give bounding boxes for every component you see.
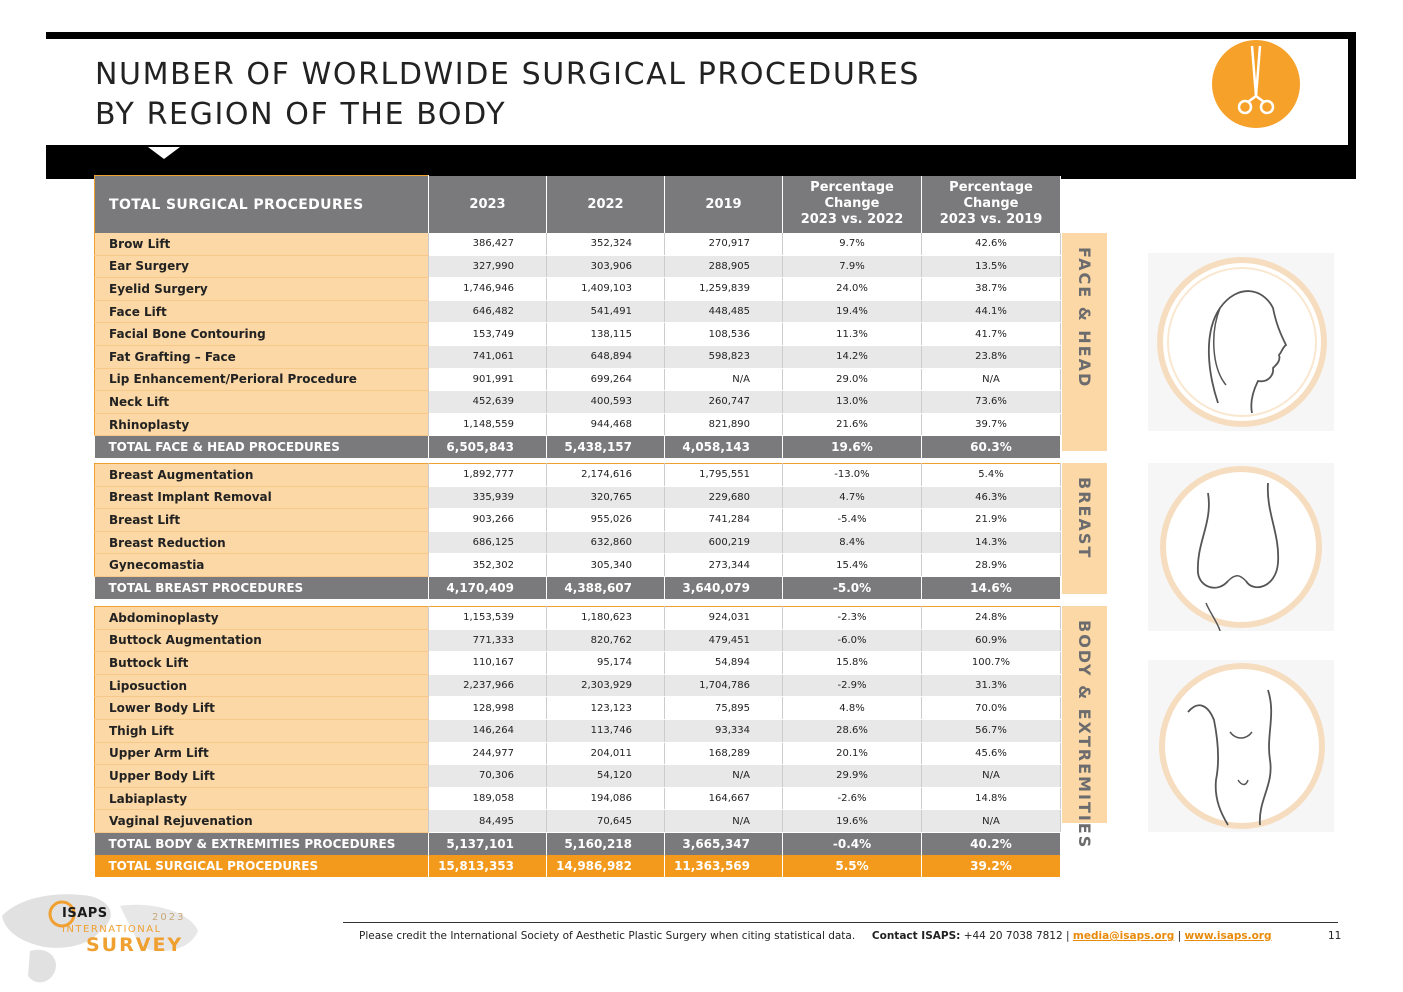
total-2019: 3,665,347 [665, 832, 783, 855]
total-2022: 5,438,157 [547, 436, 665, 459]
breast-icon [1148, 463, 1334, 631]
cell-pct1: 29.0% [783, 368, 922, 391]
grand-total-row [95, 855, 1061, 877]
cell-name: Thigh Lift [95, 719, 429, 742]
logo-isaps-text: ISAPS [62, 906, 108, 921]
table-row [95, 742, 1061, 765]
cell-2022: 632,860 [547, 531, 665, 554]
cell-pct2: 31.3% [922, 674, 1061, 697]
cell-2019: 108,536 [665, 323, 783, 346]
cell-2019: 448,485 [665, 300, 783, 323]
cell-name: Gynecomastia [95, 554, 429, 577]
cell-2022: 2,303,929 [547, 674, 665, 697]
cell-pct1: 8.4% [783, 531, 922, 554]
cell-2019: 288,905 [665, 255, 783, 278]
side-label-face-head-text: FACE & HEAD [1075, 247, 1094, 389]
cell-2022: 54,120 [547, 765, 665, 788]
table-row [95, 278, 1061, 301]
cell-pct1: 15.8% [783, 652, 922, 675]
total-name: TOTAL BREAST PROCEDURES [95, 576, 429, 599]
page-title-line1: NUMBER OF WORLDWIDE SURGICAL PROCEDURES [95, 57, 921, 92]
cell-pct2: 28.9% [922, 554, 1061, 577]
cell-name: Upper Arm Lift [95, 742, 429, 765]
cell-2023: 84,495 [429, 810, 547, 833]
table-row [95, 810, 1061, 833]
cell-pct1: 9.7% [783, 233, 922, 255]
cell-pct2: 42.6% [922, 233, 1061, 255]
cell-pct2: 45.6% [922, 742, 1061, 765]
cell-name: Eyelid Surgery [95, 278, 429, 301]
table-row [95, 345, 1061, 368]
cell-pct2: 5.4% [922, 464, 1061, 487]
cell-name: Face Lift [95, 300, 429, 323]
section-total-row [95, 436, 1061, 459]
cell-2019: 1,704,786 [665, 674, 783, 697]
cell-name: Brow Lift [95, 233, 429, 255]
table-row [95, 719, 1061, 742]
cell-2019: 741,284 [665, 509, 783, 532]
cell-2023: 1,153,539 [429, 607, 547, 630]
header-procedure: TOTAL SURGICAL PROCEDURES [95, 176, 429, 234]
table-row [95, 509, 1061, 532]
header-pct-2023-vs-2022 [783, 176, 922, 234]
cell-pct1: -2.6% [783, 787, 922, 810]
cell-pct2: 14.8% [922, 787, 1061, 810]
cell-pct1: 28.6% [783, 719, 922, 742]
cell-name: Fat Grafting – Face [95, 345, 429, 368]
breast-table [94, 463, 1061, 599]
banner-notch [148, 147, 180, 159]
cell-pct2: 24.8% [922, 607, 1061, 630]
cell-2023: 128,998 [429, 697, 547, 720]
cell-pct1: -6.0% [783, 629, 922, 652]
cell-pct2: 73.6% [922, 391, 1061, 414]
cell-pct1: 20.1% [783, 742, 922, 765]
grand-total-2023: 15,813,353 [429, 855, 547, 877]
table-row [95, 323, 1061, 346]
table-row [95, 652, 1061, 675]
cell-2019: 479,451 [665, 629, 783, 652]
cell-2019: 600,219 [665, 531, 783, 554]
table-row [95, 255, 1061, 278]
header-2019: 2019 [665, 176, 783, 234]
cell-2022: 113,746 [547, 719, 665, 742]
cell-name: Facial Bone Contouring [95, 323, 429, 346]
cell-2022: 820,762 [547, 629, 665, 652]
cell-pct1: 29.9% [783, 765, 922, 788]
total-2023: 5,137,101 [429, 832, 547, 855]
cell-pct1: 11.3% [783, 323, 922, 346]
cell-2023: 903,266 [429, 509, 547, 532]
page-number: 11 [1328, 930, 1342, 942]
cell-2022: 352,324 [547, 233, 665, 255]
cell-2022: 955,026 [547, 509, 665, 532]
cell-pct1: 21.6% [783, 413, 922, 436]
table-row [95, 629, 1061, 652]
table-row [95, 697, 1061, 720]
cell-name: Abdominoplasty [95, 607, 429, 630]
cell-pct2: 44.1% [922, 300, 1061, 323]
cell-name: Upper Body Lift [95, 765, 429, 788]
footer-contact-label: Contact ISAPS: [871, 930, 961, 942]
cell-2019: 260,747 [665, 391, 783, 414]
cell-2023: 335,939 [429, 486, 547, 509]
header-pct2-l1: Percentage [949, 180, 1033, 196]
cell-2023: 352,302 [429, 554, 547, 577]
cell-pct2: N/A [922, 810, 1061, 833]
cell-name: Breast Reduction [95, 531, 429, 554]
cell-2023: 452,639 [429, 391, 547, 414]
cell-pct2: 100.7% [922, 652, 1061, 675]
cell-2023: 1,746,946 [429, 278, 547, 301]
table-row [95, 368, 1061, 391]
cell-2022: 400,593 [547, 391, 665, 414]
table-header-row [95, 176, 1061, 234]
header-pct1-l3: 2023 vs. 2022 [800, 212, 904, 228]
cell-2022: 194,086 [547, 787, 665, 810]
total-name: TOTAL FACE & HEAD PROCEDURES [95, 436, 429, 459]
cell-pct2: 46.3% [922, 486, 1061, 509]
cell-pct1: -5.4% [783, 509, 922, 532]
cell-name: Buttock Augmentation [95, 629, 429, 652]
cell-name: Rhinoplasty [95, 413, 429, 436]
cell-name: Breast Augmentation [95, 464, 429, 487]
cell-2019: 1,795,551 [665, 464, 783, 487]
footer-email-link[interactable]: media@isaps.org [1072, 930, 1175, 942]
table-row [95, 554, 1061, 577]
header-2022: 2022 [547, 176, 665, 234]
cell-2022: 648,894 [547, 345, 665, 368]
table-row [95, 391, 1061, 414]
cell-name: Ear Surgery [95, 255, 429, 278]
table-row [95, 413, 1061, 436]
footer-web-link[interactable]: www.isaps.org [1184, 930, 1272, 942]
table-row [95, 464, 1061, 487]
footer-credit [359, 930, 1272, 942]
cell-pct1: 19.4% [783, 300, 922, 323]
cell-pct1: 24.0% [783, 278, 922, 301]
section-total-row [95, 832, 1061, 855]
page-title [95, 55, 920, 135]
side-label-breast [1062, 463, 1107, 594]
total-2023: 4,170,409 [429, 576, 547, 599]
total-2023: 6,505,843 [429, 436, 547, 459]
cell-pct2: 56.7% [922, 719, 1061, 742]
total-pct2: 60.3% [922, 436, 1061, 459]
cell-pct2: 23.8% [922, 345, 1061, 368]
cell-2022: 70,645 [547, 810, 665, 833]
cell-2019: N/A [665, 765, 783, 788]
cell-2022: 944,468 [547, 413, 665, 436]
cell-pct1: 15.4% [783, 554, 922, 577]
cell-2022: 138,115 [547, 323, 665, 346]
table-row [95, 765, 1061, 788]
logo-year: 2023 [152, 912, 186, 923]
cell-pct2: N/A [922, 368, 1061, 391]
cell-pct1: 7.9% [783, 255, 922, 278]
total-pct2: 40.2% [922, 832, 1061, 855]
body-extremities-table [94, 606, 1061, 877]
header-pct1-l1: Percentage [810, 180, 894, 196]
header-pct1-l2: Change [824, 196, 880, 212]
table-row [95, 531, 1061, 554]
cell-2019: N/A [665, 368, 783, 391]
cell-2022: 95,174 [547, 652, 665, 675]
cell-2019: 1,259,839 [665, 278, 783, 301]
cell-name: Lower Body Lift [95, 697, 429, 720]
cell-pct2: 39.7% [922, 413, 1061, 436]
cell-2023: 70,306 [429, 765, 547, 788]
cell-pct1: 4.8% [783, 697, 922, 720]
cell-pct2: 70.0% [922, 697, 1061, 720]
cell-name: Breast Implant Removal [95, 486, 429, 509]
logo-international: INTERNATIONAL [62, 924, 162, 935]
cell-pct2: 38.7% [922, 278, 1061, 301]
cell-pct1: 4.7% [783, 486, 922, 509]
cell-pct2: 13.5% [922, 255, 1061, 278]
cell-2019: 924,031 [665, 607, 783, 630]
logo-survey: SURVEY [86, 934, 184, 956]
cell-2019: 273,344 [665, 554, 783, 577]
cell-2019: 54,894 [665, 652, 783, 675]
table-row [95, 674, 1061, 697]
grand-total-2019: 11,363,569 [665, 855, 783, 877]
scissors-icon [1212, 40, 1300, 128]
cell-2023: 244,977 [429, 742, 547, 765]
cell-2022: 699,264 [547, 368, 665, 391]
table-row [95, 300, 1061, 323]
side-label-face-head [1062, 233, 1107, 451]
cell-2019: 270,917 [665, 233, 783, 255]
side-label-breast-text: BREAST [1075, 477, 1094, 560]
total-pct1: -0.4% [783, 832, 922, 855]
cell-2019: N/A [665, 810, 783, 833]
table-row [95, 486, 1061, 509]
cell-pct2: 21.9% [922, 509, 1061, 532]
header-pct2-l3: 2023 vs. 2019 [939, 212, 1043, 228]
table-row [95, 233, 1061, 255]
table-row [95, 607, 1061, 630]
cell-pct2: 60.9% [922, 629, 1061, 652]
cell-pct1: -2.9% [783, 674, 922, 697]
total-name: TOTAL BODY & EXTREMITIES PROCEDURES [95, 832, 429, 855]
cell-2022: 1,180,623 [547, 607, 665, 630]
cell-2022: 303,906 [547, 255, 665, 278]
cell-2023: 2,237,966 [429, 674, 547, 697]
total-2022: 5,160,218 [547, 832, 665, 855]
cell-name: Liposuction [95, 674, 429, 697]
footer-phone: +44 20 7038 7812 | [960, 930, 1073, 942]
total-pct2: 14.6% [922, 576, 1061, 599]
cell-2023: 771,333 [429, 629, 547, 652]
cell-2022: 541,491 [547, 300, 665, 323]
cell-2023: 110,167 [429, 652, 547, 675]
footer-credit-text: Please credit the International Society of Aesthetic Plastic Surgery when citing statistical data. [359, 930, 856, 942]
grand-total-pct2: 39.2% [922, 855, 1061, 877]
cell-pct2: 41.7% [922, 323, 1061, 346]
face-head-table [94, 175, 1061, 458]
cell-pct2: 14.3% [922, 531, 1061, 554]
grand-total-pct1: 5.5% [783, 855, 922, 877]
cell-name: Lip Enhancement/Perioral Procedure [95, 368, 429, 391]
cell-name: Breast Lift [95, 509, 429, 532]
cell-name: Labiaplasty [95, 787, 429, 810]
footer-sep: | [1174, 930, 1185, 942]
section-total-row [95, 576, 1061, 599]
cell-2023: 1,892,777 [429, 464, 547, 487]
total-2022: 4,388,607 [547, 576, 665, 599]
cell-2023: 901,991 [429, 368, 547, 391]
side-label-body [1062, 606, 1107, 850]
cell-2023: 153,749 [429, 323, 547, 346]
cell-2023: 146,264 [429, 719, 547, 742]
cell-name: Vaginal Rejuvenation [95, 810, 429, 833]
cell-2022: 123,123 [547, 697, 665, 720]
total-2019: 3,640,079 [665, 576, 783, 599]
cell-pct1: 13.0% [783, 391, 922, 414]
cell-2022: 1,409,103 [547, 278, 665, 301]
cell-2023: 1,148,559 [429, 413, 547, 436]
cell-2023: 686,125 [429, 531, 547, 554]
cell-2023: 189,058 [429, 787, 547, 810]
face-profile-icon [1148, 253, 1334, 431]
footer-divider [343, 922, 1338, 923]
cell-2019: 93,334 [665, 719, 783, 742]
total-pct1: -5.0% [783, 576, 922, 599]
cell-2019: 168,289 [665, 742, 783, 765]
header-pct2-l2: Change [963, 196, 1019, 212]
cell-pct1: -2.3% [783, 607, 922, 630]
side-label-body-text: BODY & EXTREMITIES [1075, 620, 1094, 850]
cell-pct1: 14.2% [783, 345, 922, 368]
table-row [95, 787, 1061, 810]
cell-name: Neck Lift [95, 391, 429, 414]
isaps-logo [0, 876, 200, 988]
body-figure-icon [1148, 660, 1334, 832]
cell-2023: 327,990 [429, 255, 547, 278]
grand-total-name: TOTAL SURGICAL PROCEDURES [95, 855, 429, 877]
page-title-line2: BY REGION OF THE BODY [95, 97, 507, 132]
cell-2022: 305,340 [547, 554, 665, 577]
cell-2019: 821,890 [665, 413, 783, 436]
cell-2019: 229,680 [665, 486, 783, 509]
cell-2023: 741,061 [429, 345, 547, 368]
header-2023: 2023 [429, 176, 547, 234]
cell-2022: 320,765 [547, 486, 665, 509]
total-pct1: 19.6% [783, 436, 922, 459]
cell-2022: 204,011 [547, 742, 665, 765]
cell-pct1: 19.6% [783, 810, 922, 833]
grand-total-2022: 14,986,982 [547, 855, 665, 877]
cell-2019: 598,823 [665, 345, 783, 368]
cell-name: Buttock Lift [95, 652, 429, 675]
cell-2023: 646,482 [429, 300, 547, 323]
cell-2022: 2,174,616 [547, 464, 665, 487]
cell-2019: 164,667 [665, 787, 783, 810]
total-2019: 4,058,143 [665, 436, 783, 459]
cell-pct2: N/A [922, 765, 1061, 788]
cell-2019: 75,895 [665, 697, 783, 720]
cell-2023: 386,427 [429, 233, 547, 255]
cell-pct1: -13.0% [783, 464, 922, 487]
header-pct-2023-vs-2019 [922, 176, 1061, 234]
